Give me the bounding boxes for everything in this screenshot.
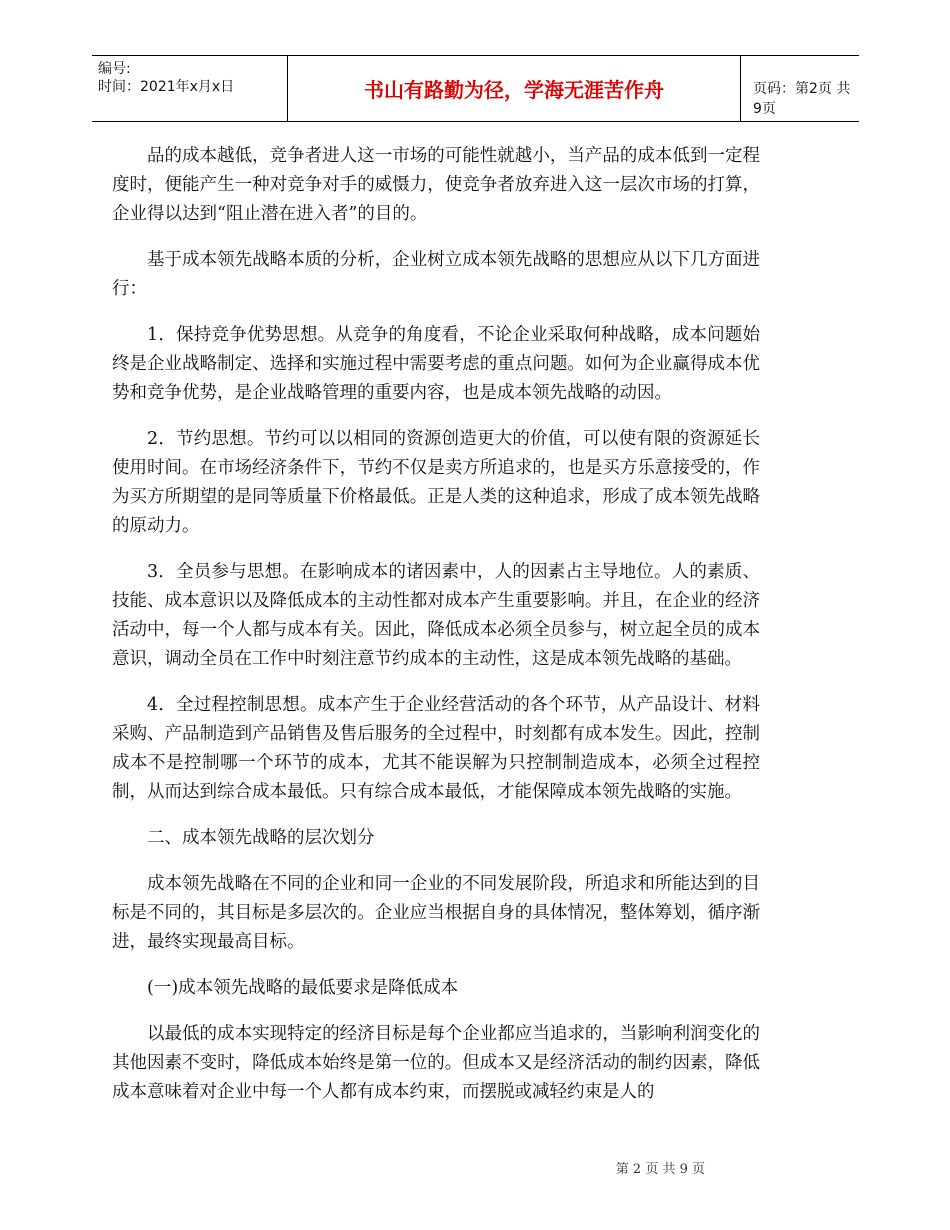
paragraph: 1．保持竞争优势思想。从竞争的角度看，不论企业采取何种战略，成本问题始终是企业战略制定、选择和实施过程中需要考虑的重点问题。如何为企业赢得成本优势和竞争优势，是企业战略管理的重要内容，也是成本领先战略的动因。	[112, 325, 760, 403]
document-body	[112, 142, 760, 1124]
paragraph: 4．全过程控制思想。成本产生于企业经营活动的各个环节，从产品设计、材料采购、产品制造到产品销售及售后服务的全过程中，时刻都有成本发生。因此，控制成本不是控制哪一个环节的成本，尤其不能误解为只控制制造成本，必须全过程控制，从而达到综合成本最低。只有综合成本最低，才能保障成本领先战略的实施。	[112, 695, 760, 802]
number-label: 编号:	[98, 61, 131, 77]
page-header	[92, 55, 859, 122]
paragraph: 2．节约思想。节约可以以相同的资源创造更大的价值，可以使有限的资源延长使用时间。在市场经济条件下，节约不仅是卖方所追求的，也是买方乐意接受的，作为买方所期望的是同等质量下价格最低。正是人类的这种追求，形成了成本领先战略的原动力。	[112, 429, 760, 536]
header-motto: 书山有路勤为径，学海无涯苦作舟	[287, 56, 741, 121]
header-meta	[98, 60, 290, 96]
paragraph: 成本领先战略在不同的企业和同一企业的不同发展阶段，所追求和所能达到的目标是不同的，其目标是多层次的。企业应当根据自身的具体情况，整体筹划，循序渐进，最终实现最高目标。	[112, 874, 760, 952]
page-footer: 第 2 页 共 9 页	[615, 1162, 705, 1177]
paragraph: 3．全员参与思想。在影响成本的诸因素中，人的因素占主导地位。人的素质、技能、成本意识以及降低成本的主动性都对成本产生重要影响。并且，在企业的经济活动中，每一个人都与成本有关。因此，降低成本必须全员参与，树立起全员的成本意识，调动全员在工作中时刻注意节约成本的主动性，这是成本领先战略的基础。	[112, 562, 760, 669]
section-heading: 二、成本领先战略的层次划分	[147, 828, 375, 848]
header-page-info: 页码：第2页 共9页	[753, 81, 851, 117]
paragraph: 基于成本领先战略本质的分析，企业树立成本领先战略的思想应从以下几方面进行：	[112, 250, 760, 299]
subsection-heading: (一)成本领先战略的最低要求是降低成本	[147, 978, 459, 998]
paragraph: 以最低的成本实现特定的经济目标是每个企业都应当追求的，当影响利润变化的其他因素不变时，降低成本始终是第一位的。但成本又是经济活动的制约因素，降低成本意味着对企业中每一个人都有成本约束，而摆脱或减轻约束是人的	[112, 1024, 760, 1102]
paragraph: 品的成本越低，竞争者进人这一市场的可能性就越小，当产品的成本低到一定程度时，便能产生一种对竞争对手的威慑力，使竞争者放弃进入这一层次市场的打算，企业得以达到“阻止潜在进入者”的目的。	[112, 146, 760, 224]
time-label: 时间：2021年x月x日	[98, 79, 235, 95]
